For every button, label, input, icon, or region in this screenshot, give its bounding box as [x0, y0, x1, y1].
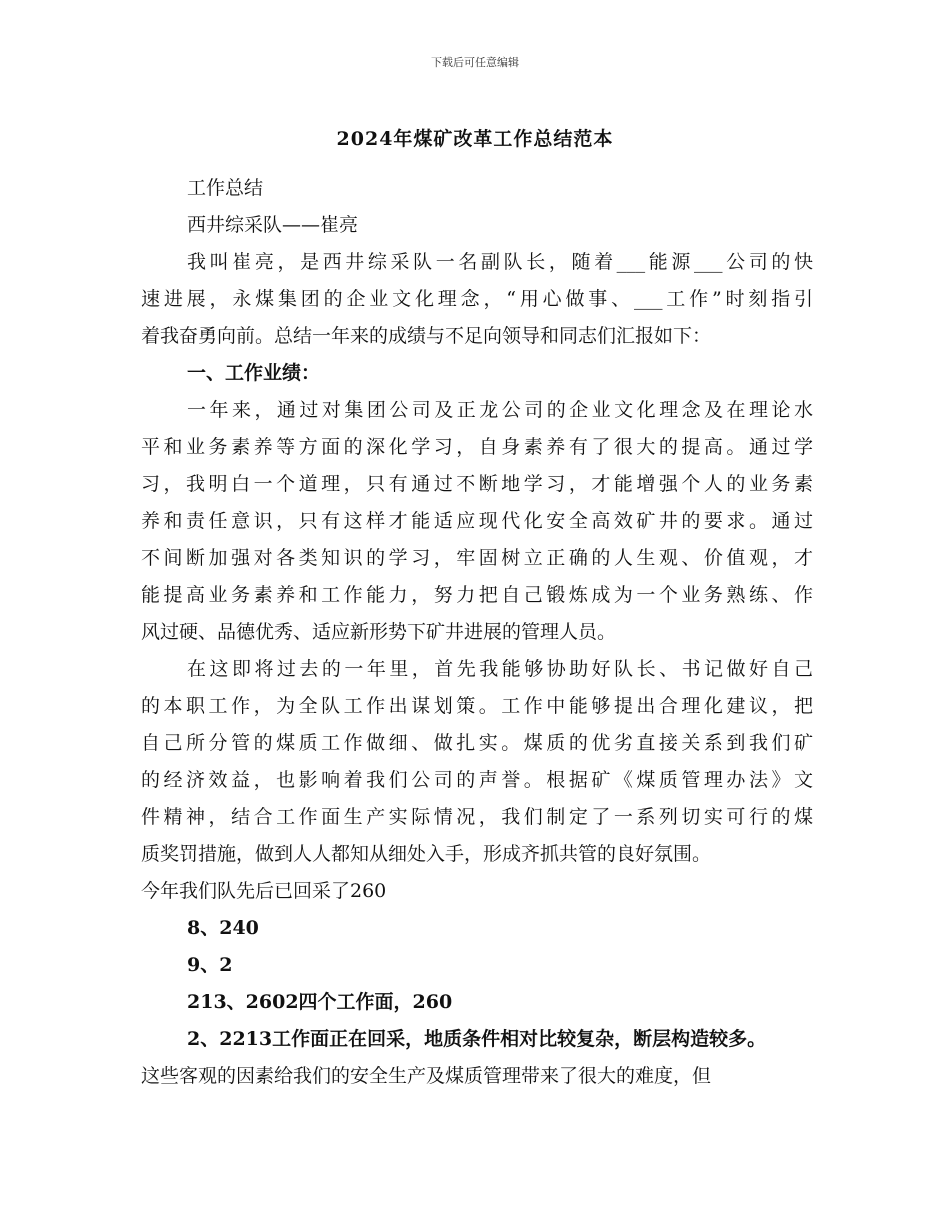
document-title: 2024年煤矿改革工作总结范本 — [336, 128, 614, 150]
paragraph-line: 今年我们队先后已回采了260 — [141, 880, 387, 902]
paragraph-line: 平和业务素养等方面的深化学习，自身素养有了很大的提高。通过学 — [141, 436, 813, 458]
paragraph-line: 速进展，永煤集团的企业文化理念，“用心做事、___工作”时刻指引 — [141, 288, 813, 310]
paragraph-line: 8、240 — [187, 917, 259, 939]
paragraph-line: 自己所分管的煤质工作做细、做扎实。煤质的优劣直接关系到我们矿 — [141, 732, 813, 754]
paragraph-line: 习，我明白一个道理，只有通过不断地学习，才能增强个人的业务素 — [141, 473, 813, 495]
paragraph-line: 件精神，结合工作面生产实际情况，我们制定了一系列切实可行的煤 — [141, 806, 813, 828]
paragraph-line: 这些客观的因素给我们的安全生产及煤质管理带来了很大的难度，但 — [141, 1065, 712, 1087]
paragraph-line: 一年来，通过对集团公司及正龙公司的企业文化理念及在理论水 — [187, 399, 813, 421]
paragraph-line: 213、2602四个工作面，260 — [187, 991, 453, 1013]
paragraph-line: 质奖罚措施，做到人人都知从细处入手，形成齐抓共管的良好氛围。 — [141, 843, 712, 865]
paragraph-line: 2、2213工作面正在回采，地质条件相对比较复杂，断层构造较多。 — [187, 1028, 767, 1050]
paragraph-line: 的经济效益，也影响着我们公司的声誉。根据矿《煤质管理办法》文 — [141, 769, 813, 791]
header-note: 下载后可任意编辑 — [431, 56, 519, 69]
paragraph-line: 9、2 — [187, 954, 233, 976]
paragraph-line: 的本职工作，为全队工作出谋划策。工作中能够提出合理化建议，把 — [141, 695, 813, 717]
paragraph-line: 不间断加强对各类知识的学习，牢固树立正确的人生观、价值观，才 — [141, 547, 813, 569]
paragraph-line: 着我奋勇向前。总结一年来的成绩与不足向领导和同志们汇报如下： — [141, 325, 712, 347]
paragraph-line: 工作总结 — [187, 177, 264, 199]
paragraph-line: 西井综采队——崔亮 — [187, 214, 359, 236]
paragraph-line: 能提高业务素养和工作能力，努力把自己锻炼成为一个业务熟练、作 — [141, 584, 813, 606]
paragraph-line: 养和责任意识，只有这样才能适应现代化安全高效矿井的要求。通过 — [141, 510, 813, 532]
section-heading: 一、工作业绩： — [187, 362, 321, 384]
document-body — [141, 170, 813, 1095]
paragraph-line: 风过硬、品德优秀、适应新形势下矿井进展的管理人员。 — [141, 621, 617, 643]
paragraph-line: 在这即将过去的一年里，首先我能够协助好队长、书记做好自己 — [187, 658, 813, 680]
paragraph-line: 我叫崔亮，是西井综采队一名副队长，随着___能源___公司的快 — [187, 251, 813, 273]
